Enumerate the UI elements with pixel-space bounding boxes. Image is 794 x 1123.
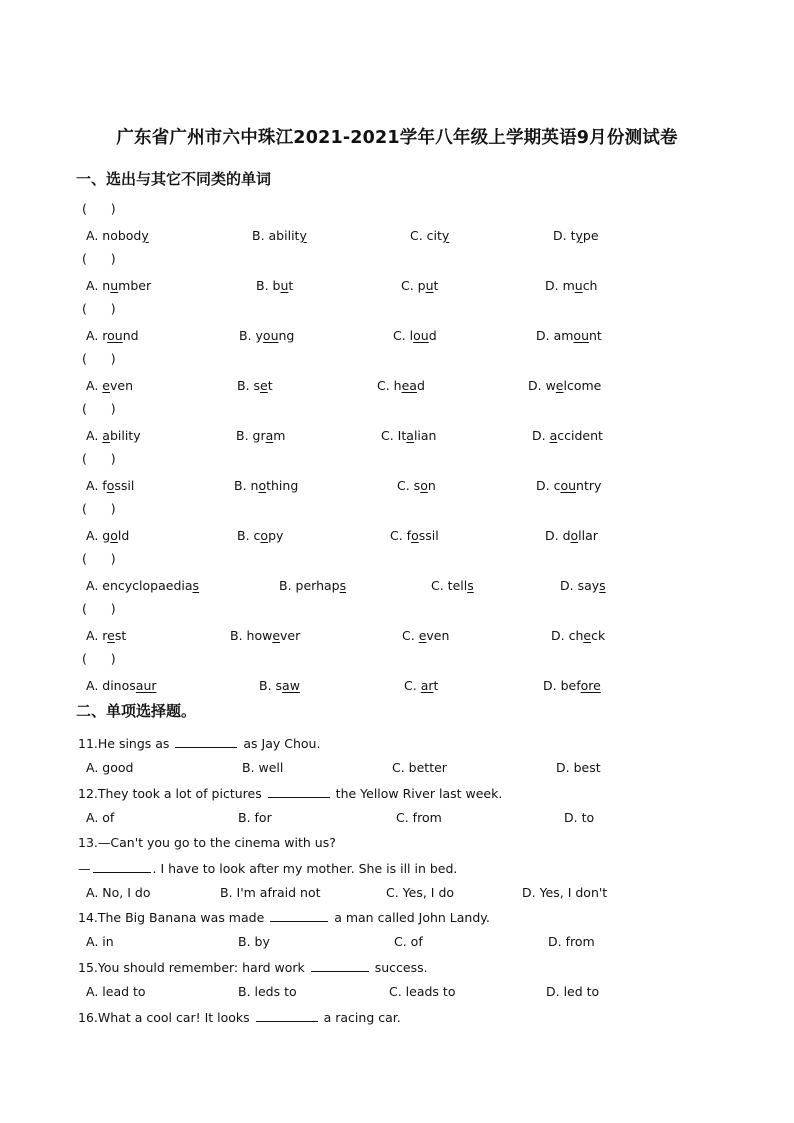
q8-option-c: C. tells	[431, 578, 474, 593]
underlined-letters: s	[599, 578, 606, 593]
answer-paren: ( )	[82, 451, 116, 466]
section-1-heading: 一、选出与其它不同类的单词	[76, 170, 272, 188]
q12-option-b: B. for	[238, 810, 272, 825]
q15-option-a: A. lead to	[86, 984, 146, 999]
q11-option-a: A. good	[86, 760, 134, 775]
q5-option-b: B. gram	[236, 428, 286, 443]
underlined-letters: u	[110, 278, 119, 293]
answer-blank	[93, 860, 151, 873]
q1-option-d: D. type	[553, 228, 599, 243]
q15-option-b: B. leds to	[238, 984, 297, 999]
q4-option-b: B. set	[237, 378, 273, 393]
q5-option-c: C. Italian	[381, 428, 437, 443]
q12-option-a: A. of	[86, 810, 115, 825]
q10-option-b: B. saw	[259, 678, 300, 693]
q6-option-c: C. son	[397, 478, 436, 493]
q2-option-c: C. put	[401, 278, 439, 293]
underlined-letters: a	[406, 428, 414, 443]
q15-option-d: D. led to	[546, 984, 600, 999]
underlined-letters: e	[102, 378, 110, 393]
answer-blank	[311, 959, 369, 972]
underlined-letters: s	[339, 578, 347, 593]
answer-paren: ( )	[82, 501, 116, 516]
q9-option-a: A. rest	[86, 628, 127, 643]
q12-option-d: D. to	[564, 810, 595, 825]
question-16: 16.What a cool car! It looks a racing car.	[78, 1010, 401, 1025]
q6-option-a: A. fossil	[86, 478, 135, 493]
underlined-letters: ou	[262, 328, 279, 343]
q5-option-a: A. ability	[86, 428, 141, 443]
answer-blank	[256, 1009, 318, 1022]
q14-option-c: C. of	[394, 934, 423, 949]
underlined-letters: o	[570, 528, 579, 543]
q3-option-c: C. loud	[393, 328, 437, 343]
q1-option-c: C. city	[410, 228, 450, 243]
answer-blank	[175, 735, 237, 748]
q9-option-c: C. even	[402, 628, 450, 643]
q1-option-a: A. nobody	[86, 228, 149, 243]
q7-option-d: D. dollar	[545, 528, 598, 543]
q10-option-c: C. art	[404, 678, 439, 693]
q1-option-b: B. ability	[252, 228, 307, 243]
underlined-letters: e	[555, 378, 564, 393]
underlined-letters: ou	[573, 328, 589, 343]
underlined-letters: u	[574, 278, 583, 293]
q2-option-d: D. much	[545, 278, 598, 293]
q13-option-d: D. Yes, I don't	[522, 885, 608, 900]
question-11: 11.He sings as as Jay Chou.	[78, 736, 321, 751]
page-title: 广东省广州市六中珠江2021-2021学年八年级上学期英语9月份测试卷	[116, 128, 678, 148]
underlined-letters: u	[280, 278, 289, 293]
underlined-letters: e	[418, 628, 427, 643]
answer-paren: ( )	[82, 351, 116, 366]
q2-option-a: A. number	[86, 278, 152, 293]
underlined-letters: o	[110, 528, 118, 543]
answer-paren: ( )	[82, 401, 116, 416]
q13-option-a: A. No, I do	[86, 885, 151, 900]
underlined-letters: e	[260, 378, 268, 393]
q14-option-a: A. in	[86, 934, 114, 949]
q8-option-b: B. perhaps	[279, 578, 347, 593]
q8-option-a: A. encyclopaedias	[86, 578, 200, 593]
q6-option-b: B. nothing	[234, 478, 299, 493]
q7-option-c: C. fossil	[390, 528, 439, 543]
q7-option-a: A. gold	[86, 528, 130, 543]
underlined-letters: aw	[282, 678, 300, 693]
answer-blank	[270, 909, 328, 922]
underlined-letters: ou	[413, 328, 429, 343]
q12-option-c: C. from	[396, 810, 442, 825]
underlined-letters: s	[467, 578, 474, 593]
underlined-letters: s	[192, 578, 200, 593]
q9-option-d: D. check	[551, 628, 606, 643]
underlined-letters: a	[549, 428, 558, 443]
q14-option-b: B. by	[238, 934, 270, 949]
answer-paren: ( )	[82, 601, 116, 616]
q3-option-a: A. round	[86, 328, 139, 343]
underlined-letters: a	[102, 428, 110, 443]
underlined-letters: y	[299, 228, 307, 243]
answer-paren: ( )	[82, 301, 116, 316]
underlined-letters: e	[583, 628, 592, 643]
underlined-letters: y	[141, 228, 149, 243]
question-13-reply: — . I have to look after my mother. She is ill in bed.	[78, 861, 458, 876]
underlined-letters: y	[441, 228, 450, 243]
underlined-letters: ore	[580, 678, 601, 693]
question-15: 15.You should remember: hard work success.	[78, 960, 428, 975]
q3-option-d: D. amount	[536, 328, 602, 343]
underlined-letters: ea	[401, 378, 417, 393]
q9-option-b: B. however	[230, 628, 301, 643]
q15-option-c: C. leads to	[389, 984, 456, 999]
q10-option-d: D. before	[543, 678, 601, 693]
answer-paren: ( )	[82, 651, 116, 666]
underlined-letters: o	[411, 528, 419, 543]
q3-option-b: B. young	[239, 328, 295, 343]
underlined-letters: y	[575, 228, 583, 243]
question-12: 12.They took a lot of pictures the Yellow River last week.	[78, 786, 503, 801]
underlined-letters: o	[260, 528, 269, 543]
q13-option-c: C. Yes, I do	[386, 885, 455, 900]
q4-option-a: A. even	[86, 378, 133, 393]
section-2-heading: 二、单项选择题。	[76, 702, 197, 720]
underlined-letters: ou	[560, 478, 577, 493]
q5-option-d: D. accident	[532, 428, 603, 443]
q6-option-d: D. country	[536, 478, 602, 493]
question-13: 13.—Can't you go to the cinema with us?	[78, 835, 336, 850]
underlined-letters: o	[258, 478, 267, 493]
q7-option-b: B. copy	[237, 528, 284, 543]
underlined-letters: o	[420, 478, 428, 493]
q4-option-c: C. head	[377, 378, 425, 393]
q14-option-d: D. from	[548, 934, 595, 949]
answer-paren: ( )	[82, 251, 116, 266]
underlined-letters: u	[425, 278, 434, 293]
underlined-letters: a	[265, 428, 274, 443]
underlined-letters: ar	[420, 678, 434, 693]
answer-paren: ( )	[82, 201, 116, 216]
q11-option-d: D. best	[556, 760, 601, 775]
q11-option-c: C. better	[392, 760, 447, 775]
q11-option-b: B. well	[242, 760, 284, 775]
answer-paren: ( )	[82, 551, 116, 566]
q8-option-d: D. says	[560, 578, 606, 593]
q4-option-d: D. welcome	[528, 378, 602, 393]
q10-option-a: A. dinosaur	[86, 678, 157, 693]
q13-option-b: B. I'm afraid not	[220, 885, 321, 900]
underlined-letters: e	[107, 628, 115, 643]
underlined-letters: o	[106, 478, 115, 493]
q2-option-b: B. but	[256, 278, 294, 293]
underlined-letters: aur	[135, 678, 157, 693]
underlined-letters: e	[272, 628, 281, 643]
underlined-letters: ou	[107, 328, 123, 343]
question-14: 14.The Big Banana was made a man called John Landy.	[78, 910, 490, 925]
answer-blank	[268, 785, 330, 798]
